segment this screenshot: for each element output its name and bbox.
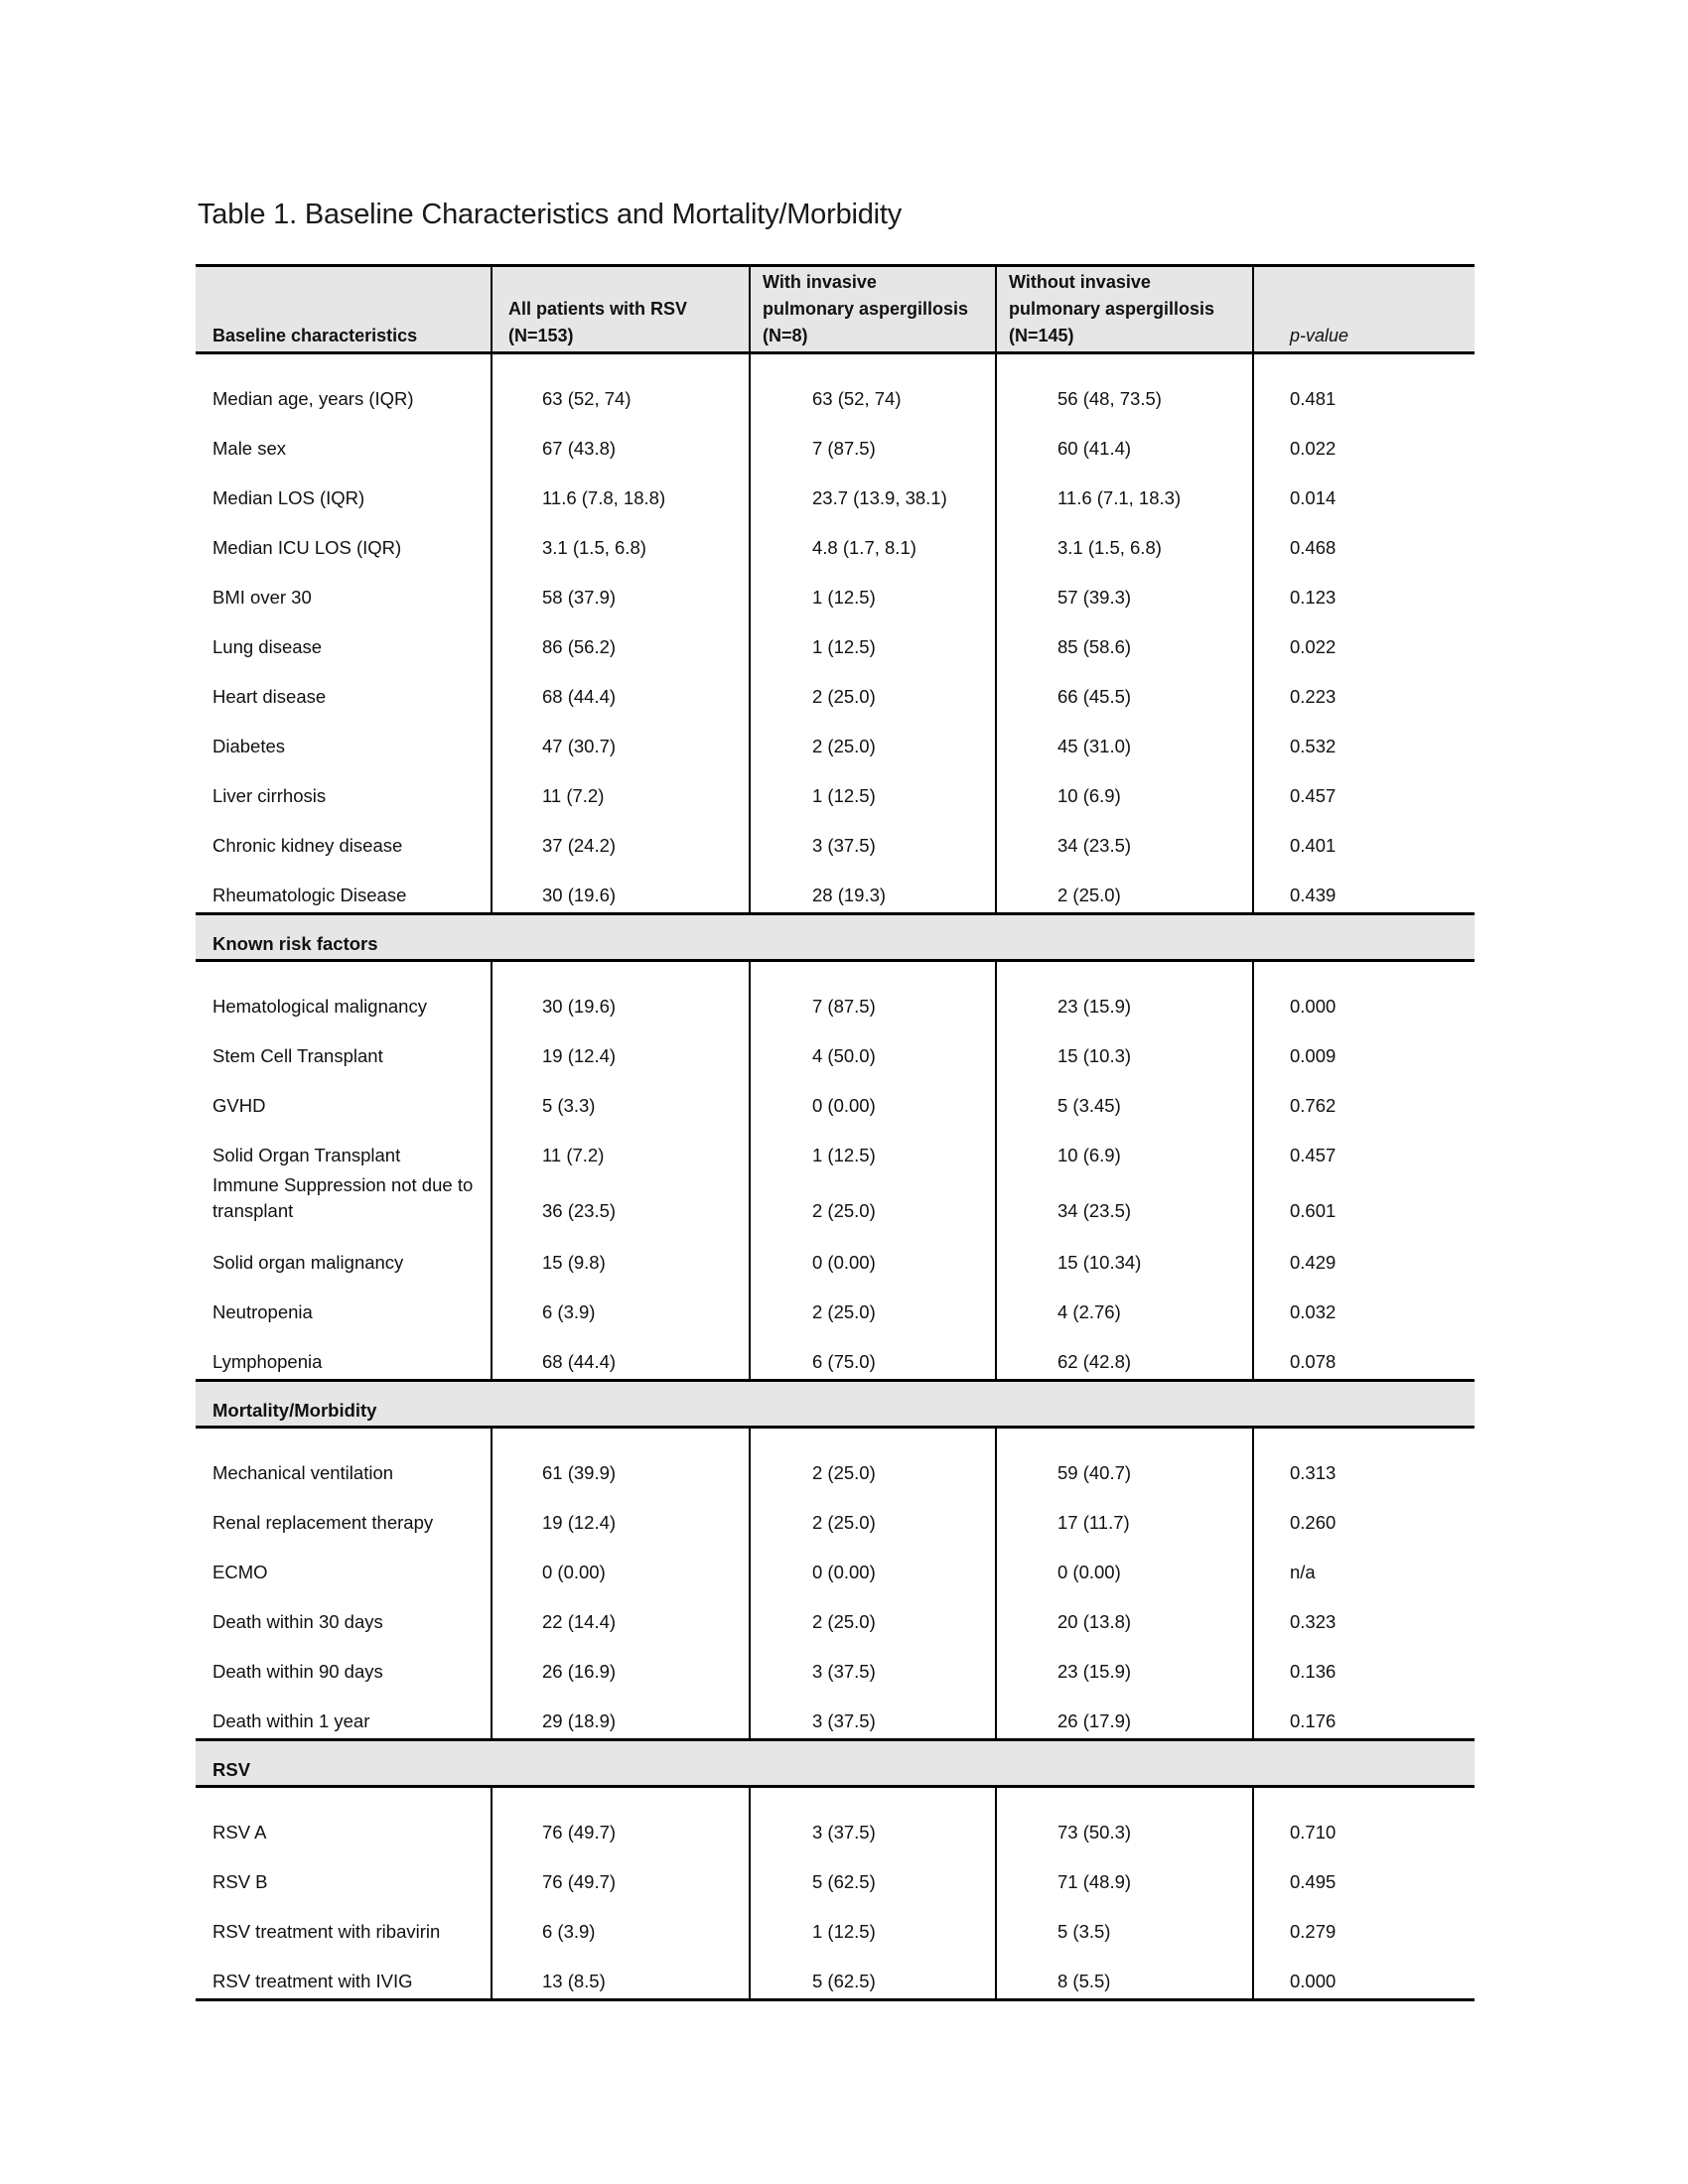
row-label: Heart disease <box>212 686 327 707</box>
table-row <box>196 1123 1475 1172</box>
all-patients-value: 3.1 (1.5, 6.8) <box>492 515 750 565</box>
table-row <box>196 1949 1475 2000</box>
without-ipa-value: 34 (23.5) <box>996 1172 1253 1230</box>
p-value: 0.022 <box>1253 614 1475 664</box>
p-value: 0.532 <box>1253 714 1475 763</box>
table-row <box>196 466 1475 515</box>
without-ipa-value: 56 (48, 73.5) <box>996 353 1253 417</box>
row-label: Male sex <box>212 438 287 459</box>
with-ipa-value: 3 (37.5) <box>750 1689 996 1740</box>
column-header-characteristic <box>196 266 492 353</box>
without-ipa-value: 15 (10.3) <box>996 1024 1253 1073</box>
without-ipa-value: 17 (11.7) <box>996 1490 1253 1540</box>
p-value: 0.260 <box>1253 1490 1475 1540</box>
with-ipa-value: 2 (25.0) <box>750 1589 996 1639</box>
section-header: Known risk factors <box>212 933 378 954</box>
all-patients-value: 19 (12.4) <box>492 1490 750 1540</box>
with-ipa-value: 0 (0.00) <box>750 1230 996 1280</box>
all-patients-value: 61 (39.9) <box>492 1428 750 1491</box>
header-row <box>196 266 1475 353</box>
all-patients-value: 47 (30.7) <box>492 714 750 763</box>
row-label: Immune Suppression not due to transplant <box>212 1174 474 1221</box>
without-ipa-value: 5 (3.45) <box>996 1073 1253 1123</box>
row-label: ECMO <box>212 1562 268 1582</box>
all-patients-value: 5 (3.3) <box>492 1073 750 1123</box>
without-ipa-value: 2 (25.0) <box>996 863 1253 914</box>
all-patients-value: 26 (16.9) <box>492 1639 750 1689</box>
without-ipa-value: 73 (50.3) <box>996 1787 1253 1850</box>
p-value: 0.032 <box>1253 1280 1475 1329</box>
table-row <box>196 1589 1475 1639</box>
column-header-all-patients <box>492 266 750 353</box>
all-patients-value: 76 (49.7) <box>492 1787 750 1850</box>
header-line: pulmonary aspergillosis <box>763 299 969 319</box>
all-patients-value: 11 (7.2) <box>492 763 750 813</box>
table-row <box>196 714 1475 763</box>
table-row <box>196 515 1475 565</box>
row-label: RSV treatment with ribavirin <box>212 1921 441 1942</box>
row-label: Lung disease <box>212 636 323 657</box>
all-patients-value: 63 (52, 74) <box>492 353 750 417</box>
p-value: 0.710 <box>1253 1787 1475 1850</box>
without-ipa-value: 15 (10.34) <box>996 1230 1253 1280</box>
all-patients-value: 11 (7.2) <box>492 1123 750 1172</box>
with-ipa-value: 7 (87.5) <box>750 961 996 1024</box>
row-label: Chronic kidney disease <box>212 835 403 856</box>
p-value: 0.401 <box>1253 813 1475 863</box>
without-ipa-value: 5 (3.5) <box>996 1899 1253 1949</box>
all-patients-value: 37 (24.2) <box>492 813 750 863</box>
table-row <box>196 1172 1475 1230</box>
table-row <box>196 565 1475 614</box>
section-header: Mortality/Morbidity <box>212 1400 377 1421</box>
table-row <box>196 1230 1475 1280</box>
without-ipa-value: 10 (6.9) <box>996 1123 1253 1172</box>
with-ipa-value: 28 (19.3) <box>750 863 996 914</box>
row-label: RSV B <box>212 1871 268 1892</box>
column-header-without-ipa <box>996 266 1253 353</box>
row-label: Solid organ malignancy <box>212 1252 404 1273</box>
with-ipa-value: 23.7 (13.9, 38.1) <box>750 466 996 515</box>
with-ipa-value: 5 (62.5) <box>750 1849 996 1899</box>
p-value: 0.009 <box>1253 1024 1475 1073</box>
p-value: 0.762 <box>1253 1073 1475 1123</box>
with-ipa-value: 4 (50.0) <box>750 1024 996 1073</box>
p-value: 0.495 <box>1253 1849 1475 1899</box>
with-ipa-value: 3 (37.5) <box>750 813 996 863</box>
row-label: Neutropenia <box>212 1301 313 1322</box>
all-patients-value: 76 (49.7) <box>492 1849 750 1899</box>
p-value: 0.279 <box>1253 1899 1475 1949</box>
without-ipa-value: 20 (13.8) <box>996 1589 1253 1639</box>
with-ipa-value: 2 (25.0) <box>750 1172 996 1230</box>
row-label: Hematological malignancy <box>212 996 427 1017</box>
table-row <box>196 1689 1475 1740</box>
row-label: Median LOS (IQR) <box>212 487 365 508</box>
row-label: Liver cirrhosis <box>212 785 327 806</box>
table-title: Table 1. Baseline Characteristics and Mortality/Morbidity <box>198 199 903 230</box>
all-patients-value: 13 (8.5) <box>492 1949 750 2000</box>
without-ipa-value: 71 (48.9) <box>996 1849 1253 1899</box>
without-ipa-value: 62 (42.8) <box>996 1329 1253 1381</box>
with-ipa-value: 2 (25.0) <box>750 1280 996 1329</box>
header-line: pulmonary aspergillosis <box>1009 299 1215 319</box>
table-row <box>196 1490 1475 1540</box>
all-patients-value: 22 (14.4) <box>492 1589 750 1639</box>
row-label: Death within 1 year <box>212 1710 370 1731</box>
table-row <box>196 863 1475 914</box>
without-ipa-value: 0 (0.00) <box>996 1540 1253 1589</box>
p-value: 0.439 <box>1253 863 1475 914</box>
with-ipa-value: 1 (12.5) <box>750 614 996 664</box>
all-patients-value: 11.6 (7.8, 18.8) <box>492 466 750 515</box>
without-ipa-value: 26 (17.9) <box>996 1689 1253 1740</box>
row-label: Death within 90 days <box>212 1661 383 1682</box>
all-patients-value: 6 (3.9) <box>492 1899 750 1949</box>
p-value: n/a <box>1253 1540 1475 1589</box>
p-value: 0.136 <box>1253 1639 1475 1689</box>
table-row <box>196 763 1475 813</box>
header-line: (N=8) <box>763 326 808 345</box>
table-row <box>196 1899 1475 1949</box>
section-header: RSV <box>212 1759 251 1780</box>
all-patients-value: 30 (19.6) <box>492 863 750 914</box>
p-value: 0.468 <box>1253 515 1475 565</box>
all-patients-value: 67 (43.8) <box>492 416 750 466</box>
without-ipa-value: 4 (2.76) <box>996 1280 1253 1329</box>
p-value: 0.123 <box>1253 565 1475 614</box>
row-label: Stem Cell Transplant <box>212 1045 383 1066</box>
all-patients-value: 15 (9.8) <box>492 1230 750 1280</box>
all-patients-value: 0 (0.00) <box>492 1540 750 1589</box>
all-patients-value: 30 (19.6) <box>492 961 750 1024</box>
all-patients-value: 6 (3.9) <box>492 1280 750 1329</box>
table-row <box>196 1024 1475 1073</box>
table-row <box>196 1639 1475 1689</box>
row-label: RSV A <box>212 1822 267 1843</box>
p-value: 0.429 <box>1253 1230 1475 1280</box>
all-patients-value: 86 (56.2) <box>492 614 750 664</box>
p-value: 0.000 <box>1253 1949 1475 2000</box>
column-header-with-ipa <box>750 266 996 353</box>
with-ipa-value: 3 (37.5) <box>750 1787 996 1850</box>
row-label: Mechanical ventilation <box>212 1462 394 1483</box>
table-row <box>196 353 1475 417</box>
header-line: p-value <box>1290 326 1349 345</box>
without-ipa-value: 60 (41.4) <box>996 416 1253 466</box>
with-ipa-value: 2 (25.0) <box>750 714 996 763</box>
row-label: Diabetes <box>212 736 286 756</box>
all-patients-value: 19 (12.4) <box>492 1024 750 1073</box>
p-value: 0.078 <box>1253 1329 1475 1381</box>
row-label: Lymphopenia <box>212 1351 323 1372</box>
p-value: 0.313 <box>1253 1428 1475 1491</box>
with-ipa-value: 3 (37.5) <box>750 1639 996 1689</box>
table-row <box>196 416 1475 466</box>
row-label: Median age, years (IQR) <box>212 388 414 409</box>
table-row <box>196 614 1475 664</box>
without-ipa-value: 85 (58.6) <box>996 614 1253 664</box>
with-ipa-value: 1 (12.5) <box>750 763 996 813</box>
p-value: 0.481 <box>1253 353 1475 417</box>
table-row <box>196 1280 1475 1329</box>
section-header-row <box>196 1381 1475 1428</box>
table-row <box>196 664 1475 714</box>
p-value: 0.176 <box>1253 1689 1475 1740</box>
row-label: Median ICU LOS (IQR) <box>212 537 402 558</box>
with-ipa-value: 1 (12.5) <box>750 1123 996 1172</box>
without-ipa-value: 45 (31.0) <box>996 714 1253 763</box>
all-patients-value: 29 (18.9) <box>492 1689 750 1740</box>
with-ipa-value: 1 (12.5) <box>750 1899 996 1949</box>
header-line: All patients with RSV <box>508 299 688 319</box>
without-ipa-value: 11.6 (7.1, 18.3) <box>996 466 1253 515</box>
table-row <box>196 1787 1475 1850</box>
without-ipa-value: 23 (15.9) <box>996 961 1253 1024</box>
with-ipa-value: 4.8 (1.7, 8.1) <box>750 515 996 565</box>
all-patients-value: 68 (44.4) <box>492 664 750 714</box>
row-label: Solid Organ Transplant <box>212 1145 401 1165</box>
p-value: 0.223 <box>1253 664 1475 714</box>
table-row <box>196 1540 1475 1589</box>
table-row <box>196 813 1475 863</box>
with-ipa-value: 6 (75.0) <box>750 1329 996 1381</box>
column-header-p-value <box>1253 266 1475 353</box>
section-header-row <box>196 1740 1475 1787</box>
row-label: Rheumatologic Disease <box>212 885 407 905</box>
table-row <box>196 1428 1475 1491</box>
p-value: 0.601 <box>1253 1172 1475 1230</box>
row-label: RSV treatment with IVIG <box>212 1971 413 1991</box>
without-ipa-value: 23 (15.9) <box>996 1639 1253 1689</box>
p-value: 0.000 <box>1253 961 1475 1024</box>
with-ipa-value: 63 (52, 74) <box>750 353 996 417</box>
with-ipa-value: 2 (25.0) <box>750 664 996 714</box>
table-body <box>196 353 1475 2000</box>
p-value: 0.457 <box>1253 763 1475 813</box>
without-ipa-value: 57 (39.3) <box>996 565 1253 614</box>
without-ipa-value: 59 (40.7) <box>996 1428 1253 1491</box>
table-row <box>196 961 1475 1024</box>
p-value: 0.457 <box>1253 1123 1475 1172</box>
with-ipa-value: 0 (0.00) <box>750 1540 996 1589</box>
without-ipa-value: 66 (45.5) <box>996 664 1253 714</box>
with-ipa-value: 0 (0.00) <box>750 1073 996 1123</box>
table-row <box>196 1073 1475 1123</box>
with-ipa-value: 2 (25.0) <box>750 1490 996 1540</box>
row-label: Death within 30 days <box>212 1611 383 1632</box>
section-header-row <box>196 914 1475 961</box>
without-ipa-value: 34 (23.5) <box>996 813 1253 863</box>
table-row <box>196 1329 1475 1381</box>
all-patients-value: 58 (37.9) <box>492 565 750 614</box>
all-patients-value: 36 (23.5) <box>492 1172 750 1230</box>
row-label: GVHD <box>212 1095 266 1116</box>
row-label: BMI over 30 <box>212 587 312 608</box>
without-ipa-value: 3.1 (1.5, 6.8) <box>996 515 1253 565</box>
header-line: Baseline characteristics <box>212 326 418 345</box>
header-line: (N=145) <box>1009 326 1074 345</box>
with-ipa-value: 2 (25.0) <box>750 1428 996 1491</box>
p-value: 0.323 <box>1253 1589 1475 1639</box>
p-value: 0.022 <box>1253 416 1475 466</box>
with-ipa-value: 1 (12.5) <box>750 565 996 614</box>
baseline-characteristics-table <box>196 264 1475 2001</box>
header-line: Without invasive <box>1009 272 1151 292</box>
with-ipa-value: 7 (87.5) <box>750 416 996 466</box>
all-patients-value: 68 (44.4) <box>492 1329 750 1381</box>
with-ipa-value: 5 (62.5) <box>750 1949 996 2000</box>
without-ipa-value: 10 (6.9) <box>996 763 1253 813</box>
row-label: Renal replacement therapy <box>212 1512 434 1533</box>
p-value: 0.014 <box>1253 466 1475 515</box>
table-header <box>196 266 1475 353</box>
table-row <box>196 1849 1475 1899</box>
without-ipa-value: 8 (5.5) <box>996 1949 1253 2000</box>
header-line: With invasive <box>763 272 877 292</box>
header-line: (N=153) <box>508 326 574 345</box>
